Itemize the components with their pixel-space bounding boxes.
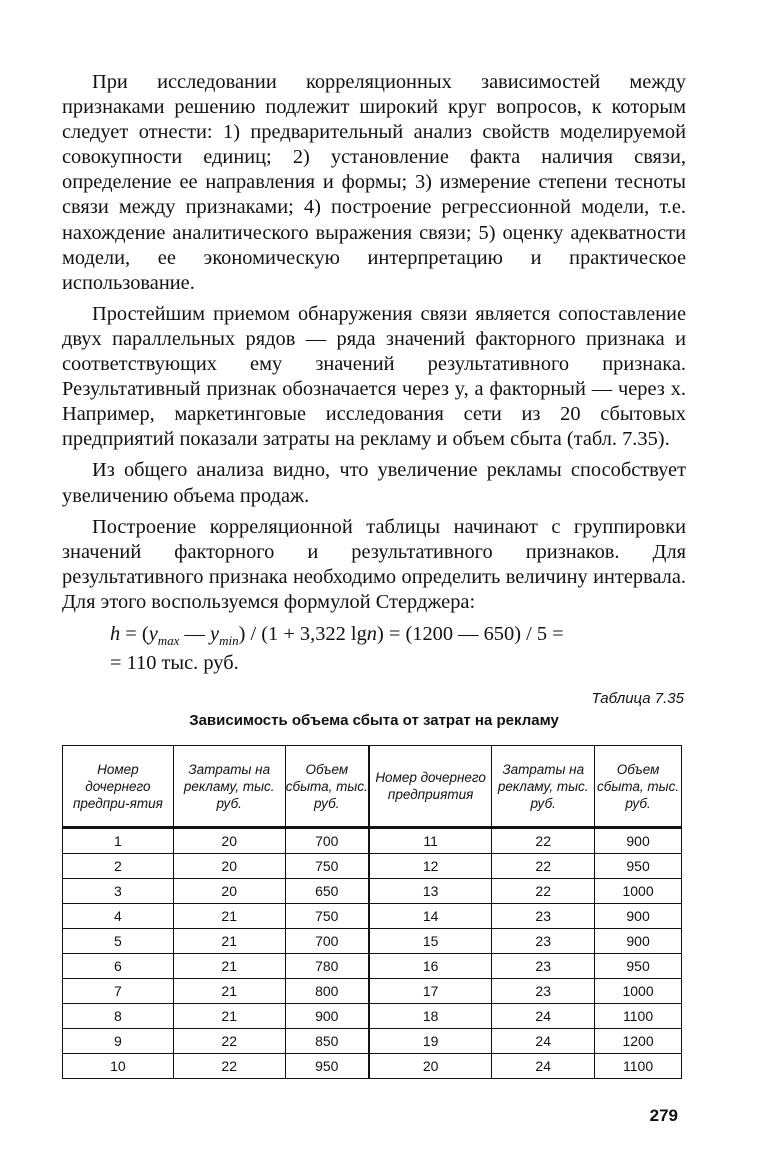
table-cell: 650: [285, 879, 369, 904]
table-cell: 10: [63, 1054, 174, 1079]
table-cell: 8: [63, 1004, 174, 1029]
paragraph-1: При исследовании корреляционных зависимостей между признаками решению подлежит широкий круг вопросов, к которым следует отнести: 1) предварительный анализ свойств моделируемой совокупности единиц; 2) установление факта наличия связи, определение ее направления и формы; 3) измерение степени тесноты связи между признаками; 4) построение регрессионной модели, т.е. нахождение аналитического выражения связи; 5) оценку адекватности модели, ее экономическую интерпретацию и практическое использование.: [62, 71, 686, 294]
table-cell: 20: [173, 879, 285, 904]
table-cell: 5: [63, 929, 174, 954]
table-cell: 16: [369, 954, 492, 979]
header-number: Номер дочернего предпри-ятия: [63, 746, 174, 828]
table-cell: 950: [595, 954, 682, 979]
table-cell: 22: [492, 879, 595, 904]
table-cell: 7: [63, 979, 174, 1004]
table-cell: 13: [369, 879, 492, 904]
table-title: Зависимость объема сбыта от затрат на рекламу: [189, 712, 559, 729]
table-cell: 22: [492, 828, 595, 854]
table-cell: 20: [173, 828, 285, 854]
table-row: [63, 904, 682, 929]
header-sales-volume-2: Объем сбыта, тыс. руб.: [595, 746, 682, 828]
table-row: [63, 954, 682, 979]
table-cell: 1: [63, 828, 174, 854]
table-cell: 1100: [595, 1004, 682, 1029]
table-cell: 1100: [595, 1054, 682, 1079]
table-cell: 2: [63, 854, 174, 879]
table-cell: 1200: [595, 1029, 682, 1054]
table-cell: 18: [369, 1004, 492, 1029]
page-number: 279: [649, 1106, 678, 1125]
table-cell: 900: [595, 929, 682, 954]
table-row: [63, 979, 682, 1004]
table-cell: 700: [285, 929, 369, 954]
header-ad-costs: Затраты на рекламу, тыс. руб.: [173, 746, 285, 828]
body-text: [62, 70, 686, 675]
sturges-formula: [110, 623, 686, 675]
header-ad-costs-2: Затраты на рекламу, тыс. руб.: [492, 746, 595, 828]
formula-line-2: = 110 тыс. руб.: [110, 652, 239, 675]
table-cell: 900: [595, 828, 682, 854]
table-cell: 800: [285, 979, 369, 1004]
header-sales-volume: Объем сбыта, тыс. руб.: [285, 746, 369, 828]
table-cell: 23: [492, 904, 595, 929]
table-cell: 1000: [595, 879, 682, 904]
table-cell: 22: [173, 1029, 285, 1054]
table-cell: 3: [63, 879, 174, 904]
table-cell: 900: [595, 904, 682, 929]
table-cell: 21: [173, 954, 285, 979]
table-cell: 24: [492, 1029, 595, 1054]
table-cell: 20: [369, 1054, 492, 1079]
table-row: [63, 879, 682, 904]
paragraph-2: Простейшим приемом обнаружения связи является сопоставление двух параллельных рядов — ряда значений факторного признака и соответствующих ему значений результативного признака. Результативный признак обозначается через y, а факторный — через x. Например, маркетинговые исследования сети из 20 сбытовых предприятий показали затраты на рекламу и объем сбыта (табл. 7.35).: [62, 302, 686, 451]
table-cell: 11: [369, 828, 492, 854]
table-cell: 9: [63, 1029, 174, 1054]
table-header-row: [63, 746, 682, 828]
table-cell: 20: [173, 854, 285, 879]
table-cell: 780: [285, 954, 369, 979]
paragraph-3: Из общего анализа видно, что увеличение рекламы способствует увеличению объема продаж.: [62, 459, 686, 507]
formula-line-1: $h = (y_{max}$ — $y_{min}) / (1 + 3,322$ lgn) = (1200 — 650) / 5 =: [110, 622, 564, 649]
table-caption: Таблица 7.35: [591, 690, 684, 707]
table-cell: 21: [173, 929, 285, 954]
table-cell: 6: [63, 954, 174, 979]
table-cell: 17: [369, 979, 492, 1004]
table-cell: 21: [173, 1004, 285, 1029]
table-cell: 14: [369, 904, 492, 929]
table-cell: 700: [285, 828, 369, 854]
table-cell: 750: [285, 854, 369, 879]
header-number-2: Номер дочернего предприятия: [369, 746, 492, 828]
table-cell: 21: [173, 904, 285, 929]
table-cell: 4: [63, 904, 174, 929]
table-cell: 23: [492, 954, 595, 979]
table-row: [63, 854, 682, 879]
table-cell: 22: [492, 854, 595, 879]
table-cell: 19: [369, 1029, 492, 1054]
table-cell: 750: [285, 904, 369, 929]
table-row: [63, 1029, 682, 1054]
table-row: [63, 929, 682, 954]
table-cell: 21: [173, 979, 285, 1004]
table-cell: 850: [285, 1029, 369, 1054]
table-cell: 900: [285, 1004, 369, 1029]
table-cell: 24: [492, 1054, 595, 1079]
table-cell: 23: [492, 929, 595, 954]
table-cell: 12: [369, 854, 492, 879]
table-cell: 950: [285, 1054, 369, 1079]
table-cell: 24: [492, 1004, 595, 1029]
table-cell: 950: [595, 854, 682, 879]
table-row: [63, 1054, 682, 1079]
table-row: [63, 828, 682, 854]
table-cell: 23: [492, 979, 595, 1004]
sales-table: [62, 745, 682, 1079]
table-cell: 1000: [595, 979, 682, 1004]
table-cell: 22: [173, 1054, 285, 1079]
table-cell: 15: [369, 929, 492, 954]
table-row: [63, 1004, 682, 1029]
paragraph-4: Построение корреляционной таблицы начинают с группировки значений факторного и результативного признаков. Для результативного признака необходимо определить величину интервала. Для этого воспользуемся формулой Стерджера:: [62, 515, 686, 613]
table-body: [63, 828, 682, 1079]
